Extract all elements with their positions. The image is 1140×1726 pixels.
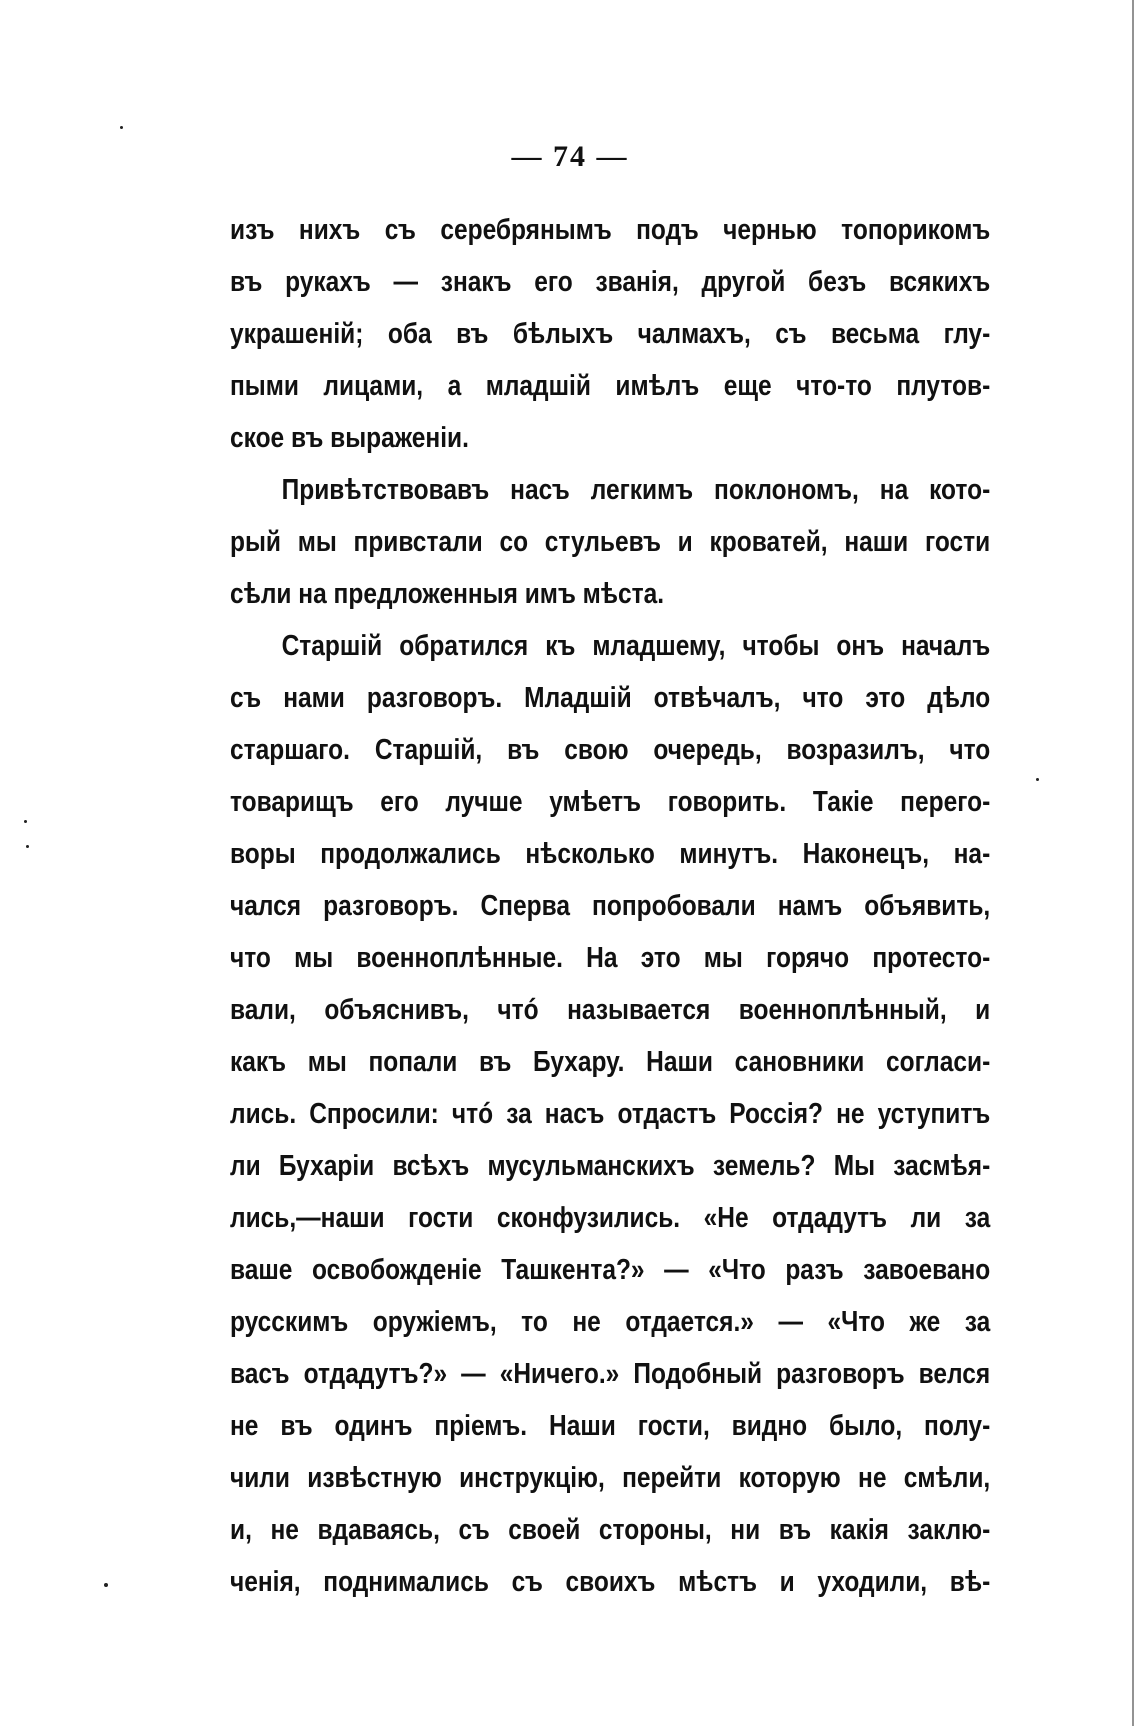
text-line: вали, объяснивъ, чтó называется военноплѣнный, и	[230, 994, 991, 1026]
text-line: Старшій обратился къ младшему, чтобы онъ началъ	[281, 630, 991, 662]
text-line: чался разговоръ. Сперва попробовали намъ объявить,	[230, 890, 991, 922]
print-speck	[120, 126, 123, 129]
text-line: ваше освобожденіе Ташкента?» — «Что разъ завоевано	[230, 1254, 991, 1286]
text-line: Привѣтствовавъ насъ легкимъ поклономъ, на кото-	[281, 474, 991, 506]
text-line: ли Бухаріи всѣхъ мусульманскихъ земель? Мы засмѣя-	[230, 1150, 991, 1182]
text-line: ченія, поднимались съ своихъ мѣстъ и уходили, вѣ-	[230, 1566, 991, 1598]
text-line: русскимъ оружіемъ, то не отдается.» — «Что же за	[230, 1306, 991, 1338]
text-line: чили извѣстную инструкцію, перейти которую не смѣли,	[230, 1462, 991, 1494]
text-line: что мы военноплѣнные. На это мы горячо протесто-	[230, 942, 991, 974]
text-line: воры продолжались нѣсколько минутъ. Наконецъ, на-	[230, 838, 991, 870]
text-line: изъ нихъ съ серебрянымъ подъ чернью топорикомъ	[230, 214, 991, 246]
text-line: лись,—наши гости сконфузились. «Не отдадутъ ли за	[230, 1202, 991, 1234]
print-speck	[24, 820, 27, 823]
text-line: пыми лицами, а младшій имѣлъ еще что-то плутов-	[230, 370, 991, 402]
print-speck	[104, 1583, 108, 1587]
print-speck	[1036, 778, 1039, 781]
text-line: съ нами разговоръ. Младшій отвѣчалъ, что это дѣло	[230, 682, 991, 714]
text-line: сѣли на предложенныя имъ мѣста.	[230, 578, 665, 610]
body-text	[230, 204, 990, 1608]
text-line: какъ мы попали въ Бухару. Наши сановники согласи-	[230, 1046, 991, 1078]
text-line: въ рукахъ — знакъ его званія, другой безъ всякихъ	[230, 266, 991, 298]
page-edge-shadow	[1132, 0, 1134, 1726]
text-line: васъ отдадутъ?» — «Ничего.» Подобный разговоръ велся	[230, 1358, 991, 1390]
text-line: старшаго. Старшій, въ свою очередь, возразилъ, что	[230, 734, 991, 766]
page-number: — 74 —	[511, 140, 629, 173]
text-line: не въ одинъ пріемъ. Наши гости, видно было, полу-	[230, 1410, 991, 1442]
print-speck	[26, 845, 29, 848]
text-line: лись. Спросили: чтó за насъ отдастъ Россія? не уступитъ	[230, 1098, 991, 1130]
text-line: и, не вдаваясь, съ своей стороны, ни въ какія заклю-	[230, 1514, 991, 1546]
text-line: товарищъ его лучше умѣетъ говорить. Такіе перего-	[230, 786, 991, 818]
text-line: ское въ выраженіи.	[230, 422, 469, 454]
text-line: украшеній; оба въ бѣлыхъ чалмахъ, съ весьма глу-	[230, 318, 991, 350]
text-line: рый мы привстали со стульевъ и кроватей, наши гости	[230, 526, 991, 558]
